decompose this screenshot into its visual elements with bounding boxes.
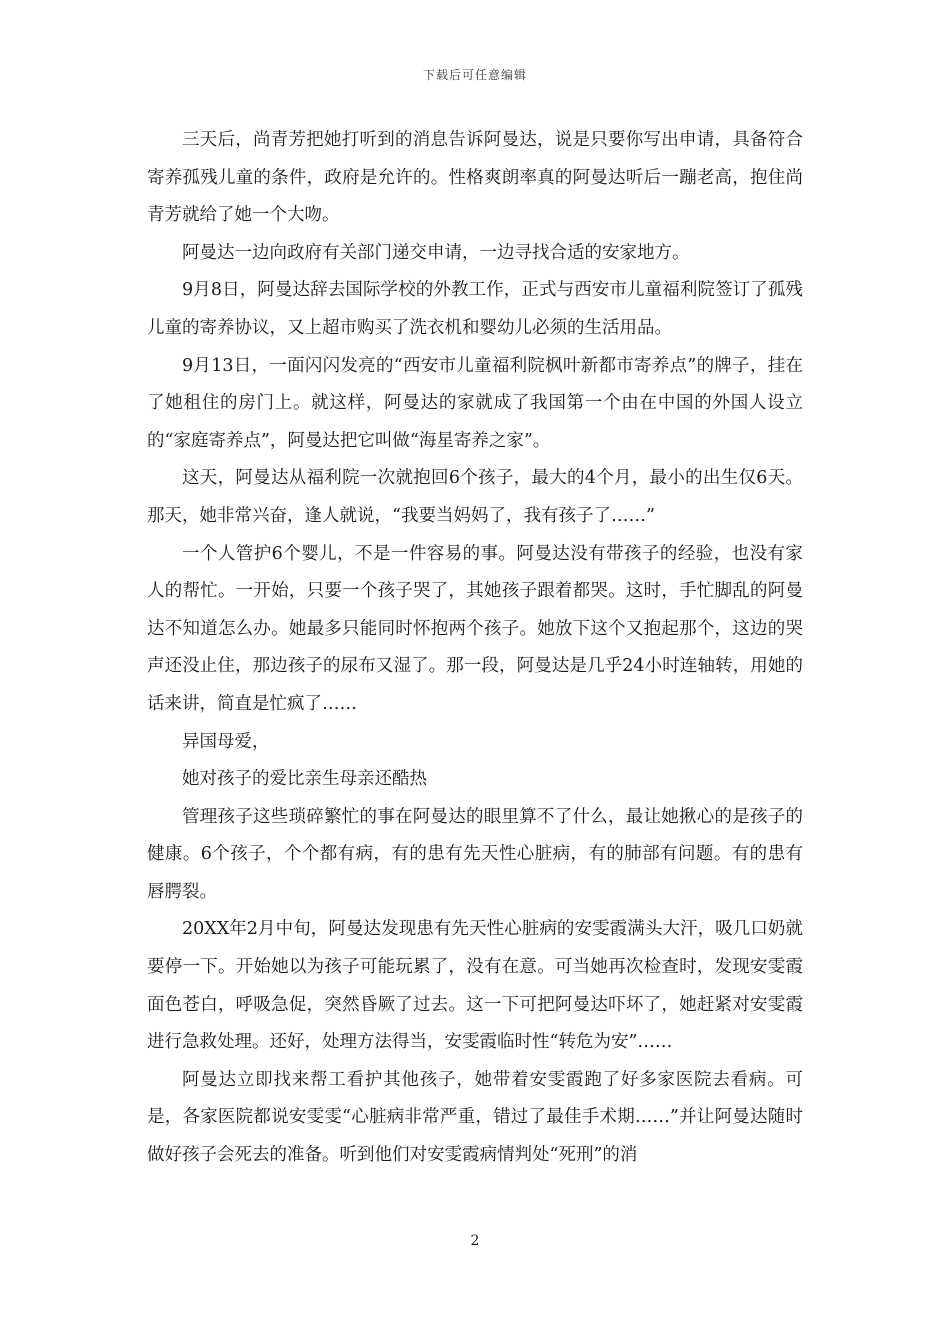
section-heading-line-1: 异国母爱，	[182, 731, 270, 752]
page-header: 下载后可任意编辑	[422, 68, 527, 82]
paragraph: 9月8日，阿曼达辞去国际学校的外教工作，正式与西安市儿童福利院签订了孤残儿童的寄养协议，又上超市购买了洗衣机和婴幼儿必须的生活用品。	[147, 280, 803, 338]
paragraph: 20XX年2月中旬，阿曼达发现患有先天性心脏病的安雯霞满头大汗，吸几口奶就要停一下。开始她以为孩子可能玩累了，没有在意。可当她再次检查时，发现安雯霞面色苍白，呼吸急促，突然昏厥了过去。这一下可把阿曼达吓坏了，她赶紧对安雯霞进行急救处理。还好，处理方法得当，安雯霞临时性“转危为安”……	[147, 919, 803, 1053]
paragraph: 9月13日，一面闪闪发亮的“西安市儿童福利院枫叶新都市寄养点”的牌子，挂在了她租住的房门上。就这样，阿曼达的家就成了我国第一个由在中国的外国人设立的“家庭寄养点”，阿曼达把它叫做“海星寄养之家”。	[147, 355, 803, 451]
paragraph: 三天后，尚青芳把她打听到的消息告诉阿曼达，说是只要你写出申请，具备符合寄养孤残儿童的条件，政府是允许的。性格爽朗率真的阿曼达听后一蹦老高，抱住尚青芳就给了她一个大吻。	[147, 130, 803, 226]
section-heading-line-2: 她对孩子的爱比亲生母亲还酷热	[182, 769, 427, 790]
paragraph: 一个人管护6个婴儿，不是一件容易的事。阿曼达没有带孩子的经验，也没有家人的帮忙。一开始，只要一个孩子哭了，其她孩子跟着都哭。这时，手忙脚乱的阿曼达不知道怎么办。她最多只能同时怀抱两个孩子。她放下这个又抱起那个，这边的哭声还没止住，那边孩子的尿布又湿了。那一段，阿曼达是几乎24小时连轴转，用她的话来讲，简直是忙疯了……	[147, 543, 803, 714]
paragraph: 这天，阿曼达从福利院一次就抱回6个孩子，最大的4个月，最小的出生仅6天。那天，她非常兴奋，逢人就说，“我要当妈妈了，我有孩子了……”	[147, 468, 803, 526]
paragraph: 管理孩子这些琐碎繁忙的事在阿曼达的眼里算不了什么，最让她揪心的是孩子的健康。6个孩子，个个都有病，有的患有先天性心脏病，有的肺部有问题。有的患有唇腭裂。	[147, 806, 803, 902]
paragraph: 阿曼达一边向政府有关部门递交申请，一边寻找合适的安家地方。	[182, 242, 690, 263]
document-body	[147, 122, 803, 1175]
page-number: 2	[470, 1233, 480, 1249]
paragraph: 阿曼达立即找来帮工看护其他孩子，她带着安雯霞跑了好多家医院去看病。可是，各家医院都说安雯雯“心脏病非常严重，错过了最佳手术期……”并让阿曼达随时做好孩子会死去的准备。听到他们对安雯霞病情判处“死刑”的消	[147, 1069, 803, 1166]
